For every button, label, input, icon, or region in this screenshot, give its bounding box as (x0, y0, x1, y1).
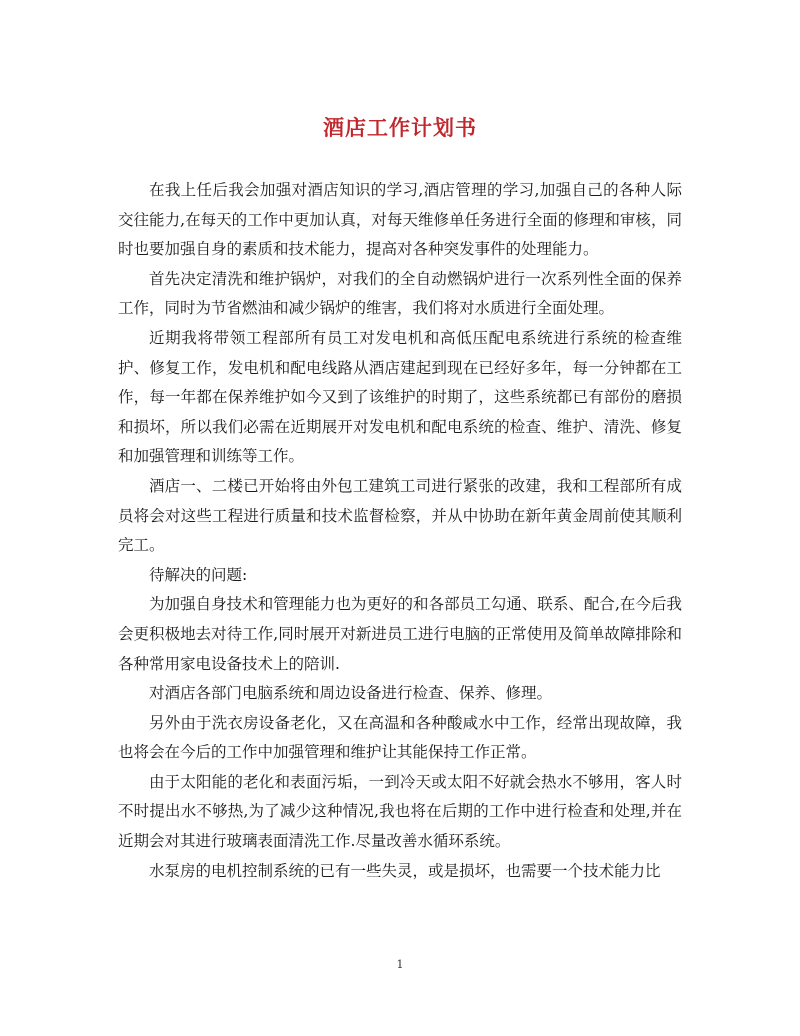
paragraph-renovation: 酒店一、二楼已开始将由外包工建筑工司进行紧张的改建，我和工程部所有成员将会对这些工程进行质量和技术监督检察，并从中协助在新年黄金周前使其顺利完工。 (118, 476, 682, 555)
paragraph-training: 为加强自身技术和管理能力也为更好的和各部员工勾通、联系、配合,在今后我会更积极地去对待工作,同时展开对新进员工进行电脑的正常使用及简单故障排除和各种常用家电设备技术上的陪训. (118, 595, 682, 673)
paragraph-laundry: 另外由于洗衣房设备老化，又在高温和各种酸咸水中工作，经常出现故障，我也将会在今后的工作中加强管理和维护让其能保持工作正常。 (118, 713, 682, 762)
page-number: 1 (396, 958, 404, 971)
paragraph-computers: 对酒店各部门电脑系统和周边设备进行检查、保养、修理。 (149, 684, 553, 703)
document-title: 酒店工作计划书 (323, 115, 477, 140)
paragraph-boiler: 首先决定清洗和维护锅炉，对我们的全自动燃锅炉进行一次系列性全面的保养工作，同时为节省燃油和减少锅炉的维害，我们将对水质进行全面处理。 (118, 269, 682, 318)
paragraph-generator: 近期我将带领工程部所有员工对发电机和高低压配电系统进行系统的检查维护、修复工作，发电机和配电线路从酒店建起到现在已经好多年，每一分钟都在工作，每一年都在保养维护如今又到了该维护的时期了，这些系统都已有部份的磨损和损坏，所以我们必需在近期展开对发电机和配电系统的检查、维护、清洗、修复和加强管理和训练等工作。 (118, 328, 682, 466)
paragraph-intro: 在我上任后我会加强对酒店知识的学习,酒店管理的学习,加强自己的各种人际交往能力,在每天的工作中更加认真，对每天维修单任务进行全面的修理和审核，同时也要加强自身的素质和技术能力，提高对各种突发事件的处理能力。 (118, 181, 682, 259)
document-body (118, 176, 682, 886)
paragraph-pump-room: 水泵房的电机控制系统的已有一些失灵，或是损坏，也需要一个技术能力比 (149, 861, 661, 880)
paragraph-pending-issues-heading: 待解决的问题: (149, 565, 248, 584)
paragraph-solar: 由于太阳能的老化和表面污垢，一到冷天或太阳不好就会热水不够用，客人时不时提出水不够热,为了减少这种情况,我也将在后期的工作中进行检查和处理,并在近期会对其进行玻璃表面清洗工作.尽量改善水循环系统。 (118, 772, 682, 851)
